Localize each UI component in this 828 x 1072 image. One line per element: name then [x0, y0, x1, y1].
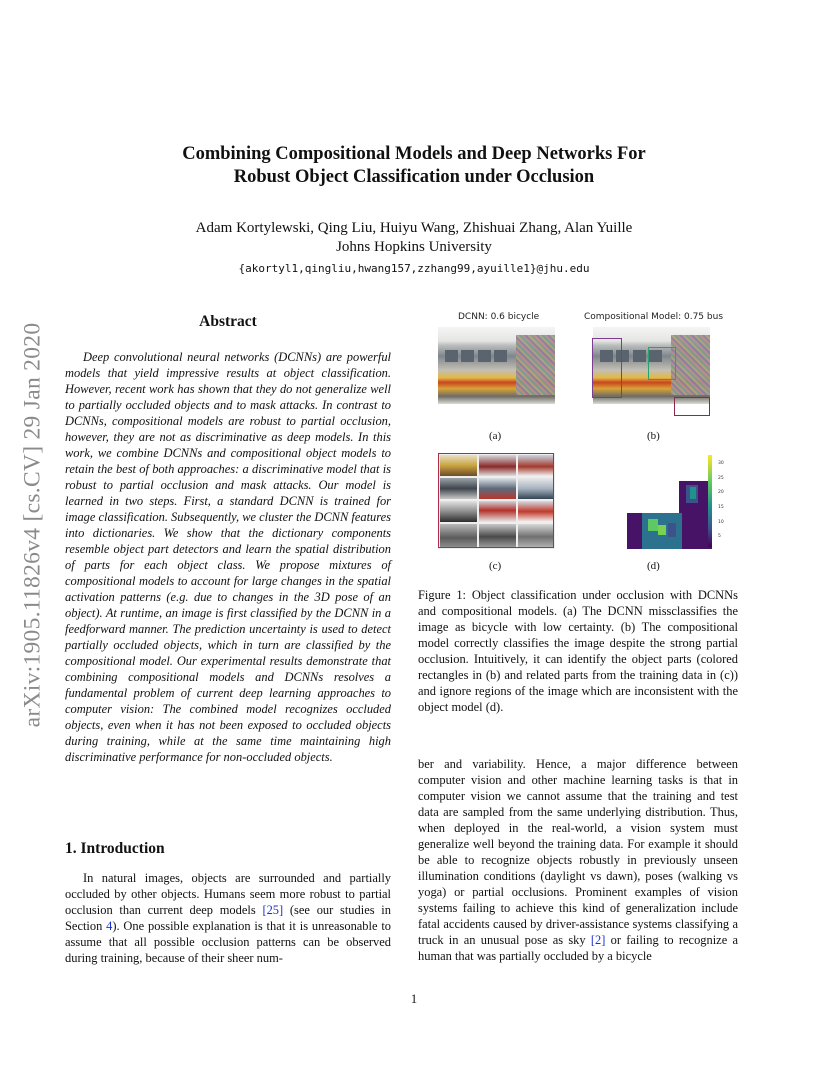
- panel-c-image: [438, 453, 555, 549]
- paper-title: [100, 143, 728, 189]
- panel-d-label: (d): [647, 560, 660, 572]
- author-block: [100, 219, 728, 257]
- intro-text-part: In natural images, objects are surrounded and partially occluded by other objects. Humans seem more robust to partial occlusion than current deep models: [65, 871, 391, 917]
- author-list: Adam Kortylewski, Qing Liu, Huiyu Wang, Zhishuai Zhang, Alan Yuille: [195, 220, 633, 236]
- part-box-magenta: [674, 397, 710, 416]
- arxiv-identifier: [8, 290, 58, 760]
- panel-c-label: (c): [489, 560, 502, 572]
- colorbar-tick: 20: [718, 490, 724, 495]
- abstract-heading: Abstract: [199, 313, 257, 330]
- heatmap-cells: [658, 525, 666, 535]
- panel-c-frame: [438, 453, 554, 548]
- panel-a-title: DCNN: 0.6 bicycle: [458, 312, 540, 322]
- page-number: 1: [410, 992, 418, 1006]
- intro-text-part: or failing to recognize a human that was partially occluded by a bicycle: [418, 933, 738, 963]
- heatmap-masked-region: [582, 513, 627, 549]
- figure-1: [418, 310, 738, 580]
- bus-window: [445, 350, 458, 362]
- heatmap-cells: [668, 523, 676, 537]
- heatmap-colorbar: [708, 455, 712, 547]
- part-box-purple: [592, 338, 622, 398]
- intro-text-part: ). One possible explanation is that it is unreasonable to assume that all possible occlusion patterns can be observed during training, because of their sheer num-: [65, 919, 391, 965]
- bus-window: [461, 350, 474, 362]
- panel-a-image: [438, 327, 555, 404]
- arxiv-id-text: arXiv:1905.11826v4 [cs.CV] 29 Jan 2020: [19, 322, 46, 728]
- author-emails: {akortyl1,qingliu,hwang157,zzhang99,ayuille1}@jhu.edu: [238, 262, 590, 275]
- colorbar-tick: 10: [718, 520, 724, 525]
- panel-b-label: (b): [647, 430, 660, 442]
- colorbar-tick: 15: [718, 505, 724, 510]
- part-box-green: [648, 347, 676, 380]
- introduction-heading: 1. Introduction: [65, 840, 165, 857]
- panel-d-heatmap: [582, 453, 717, 549]
- introduction-text: [65, 870, 391, 966]
- bus-window: [633, 350, 646, 362]
- intro-text-part: ber and variability. Hence, a major difference between computer vision and other machine learning tasks is that in computer vision we cannot assume that the training and test data are sampled from the same underlying distribution. Thus, when deployed in the real-world, a vision system must generalize well beyond the training data. For example it should be able to recognize objects robustly in previously unseen illumination conditions (daylight vs dawn), poses (walking vs yoga) or partial occlusions. Prominent examples of vision systems failing to achieve this kind of generalization include fatal accidents caused by driver-assistance systems classifying a truck in an unusual pose as sky: [418, 757, 738, 947]
- colorbar-tick: 5: [718, 534, 721, 539]
- heatmap-cells: [690, 487, 696, 499]
- occluder-patch: [671, 335, 710, 395]
- occluder-patch: [516, 335, 555, 395]
- citation-link[interactable]: [25]: [262, 903, 284, 917]
- bus-window: [494, 350, 507, 362]
- affiliation: Johns Hopkins University: [336, 239, 492, 255]
- section-link[interactable]: 4: [106, 919, 113, 933]
- bus-window: [478, 350, 491, 362]
- intro-text-part: (see our studies in Section: [65, 903, 391, 933]
- heatmap-cells: [648, 519, 658, 531]
- introduction-continued: [418, 756, 738, 964]
- citation-link[interactable]: [2]: [590, 933, 606, 947]
- panel-a-label: (a): [489, 430, 502, 442]
- title-line-2: Robust Object Classification under Occlusion: [233, 167, 595, 187]
- colorbar-tick: 30: [718, 461, 724, 466]
- colorbar-tick: 25: [718, 476, 724, 481]
- abstract-text: Deep convolutional neural networks (DCNNs) are powerful models that yield impressive results at object classification. However, recent work has shown that they do not generalize well to partially occluded objects and to mask attacks. In contrast to DCNNs, compositional models are robust to partial occlusion, however, they are not as discriminative as deep models. In this work, we combine DCNNs and compositional object models to retain the best of both approaches: a discriminative model that is robust to partial occlusion and mask attacks. Our model is learned in two steps. First, a standard DCNN is trained for image classification. Subsequently, we cluster the DCNN features into dictionaries. We show that the dictionary components resemble object part detectors and learn the spatial distribution of parts for each object class. We propose mixtures of compositional models to account for large changes in the spatial activation patterns (e.g. due to changes in the 3D pose of an object). At runtime, an image is first classified by the DCNN in a feedforward manner. The prediction uncertainty is used to detect partially occluded objects, which in turn are classified by the compositional model. Our experimental results demonstrate that combining compositional models and DCNNs resolves a fundamental problem of current deep learning approaches to computer vision: The combined model recognizes occluded objects, even when it has not been exposed to occluded objects during training, while at the same time maintaining high discriminative performance for non-occluded objects.: [65, 350, 391, 764]
- panel-b-title: Compositional Model: 0.75 bus: [584, 312, 724, 322]
- figure-1-caption: Figure 1: Object classification under occlusion with DCNNs and compositional models. (a) The DCNN missclassifies the image as bicycle with low certainty. (b) The compositional model correctly classifies the image despite the strong partial occlusion. Intuitively, it can identify the object parts (colored rectangles in (b) and related parts from the training data in (c)) and ignore regions of the image which are inconsistent with the object model (d).: [418, 588, 738, 714]
- title-line-1: Combining Compositional Models and Deep Networks For: [182, 144, 646, 164]
